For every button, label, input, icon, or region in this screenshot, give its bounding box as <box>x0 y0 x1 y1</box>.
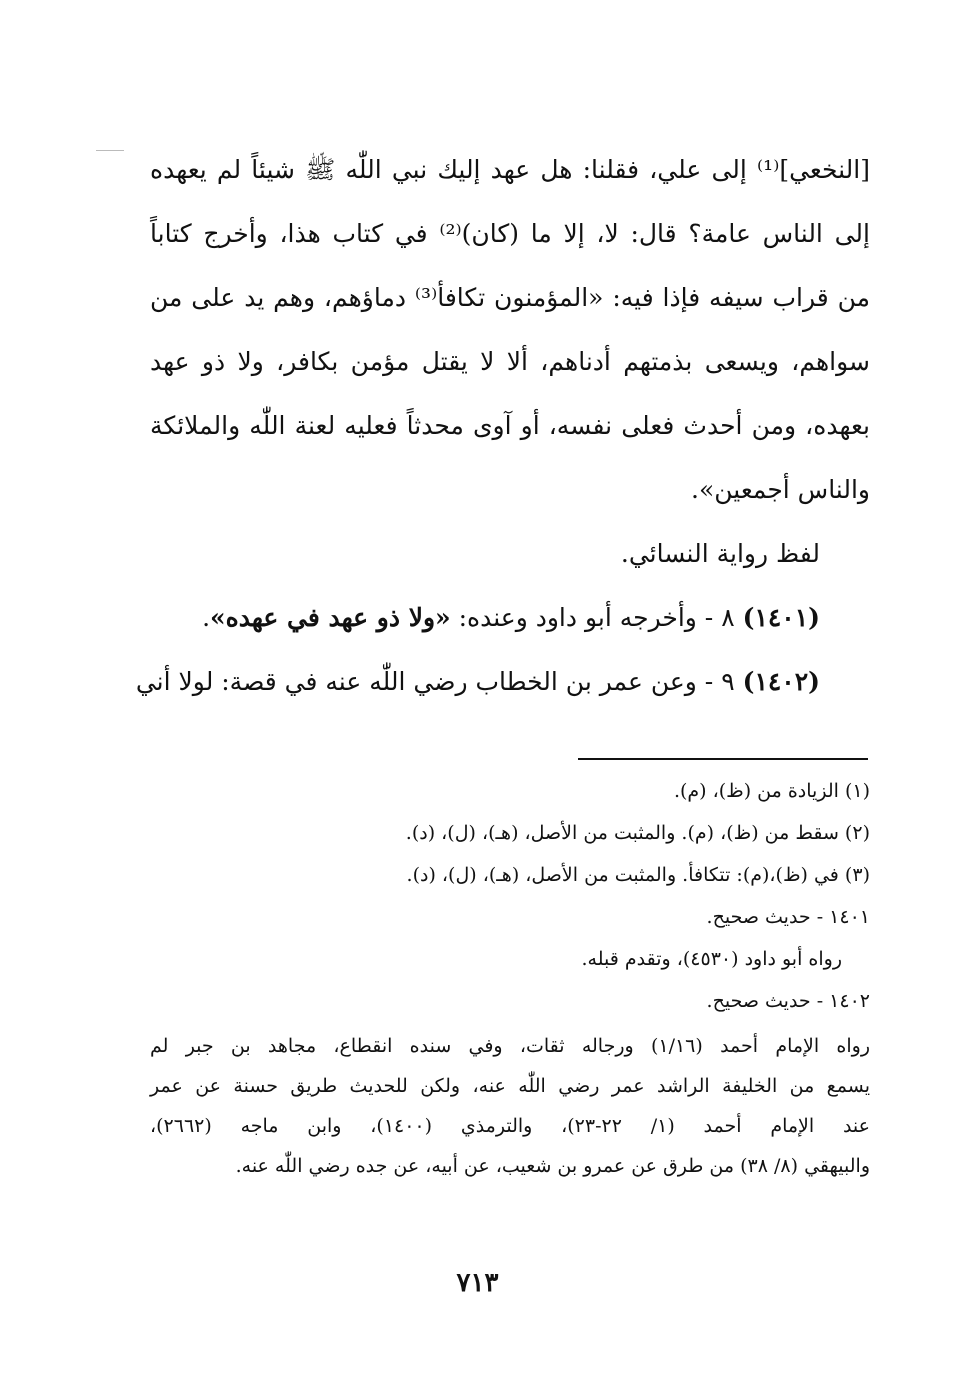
main-text <box>135 138 870 714</box>
hadith-tail: . <box>202 603 211 632</box>
page-number: ٧١٣ <box>456 1268 499 1298</box>
footnote-line: رواه الإمام أحمد (١/١٦) ورجاله ثقات، وفي سنده انقطاع، مجاهد بن جبر لم <box>150 1035 870 1057</box>
narration-note: لفظ رواية النسائي. <box>620 539 820 568</box>
takhrij-1402-paragraph <box>150 1026 870 1186</box>
takhrij-1401-heading: ١٤٠١ - حديث صحيح. <box>706 906 870 928</box>
body-line: بعهده، ومن أحدث فعلى نفسه، أو آوى محدثاً فعليه لعنة اللّٰه والملائكة <box>150 411 870 440</box>
footnote-3: (٣) في (ظ)،(م): تتكافأ. والمثبت من الأصل، (هـ)، (ل)، (د). <box>406 864 870 886</box>
hadith-quote: «ولا ذو عهد في عهده» <box>210 603 451 632</box>
hadith-number: (١٤٠١) <box>742 603 820 632</box>
body-line: إلى الناس عامة؟ قال: لا، إلا ما (كان)⁽²⁾ في كتاب هذا، وأخرج كتاباً <box>150 219 870 248</box>
hadith-entry-1401 <box>150 586 820 650</box>
body-line: والناس أجمعين». <box>691 475 870 504</box>
footnote-line: يسمع من الخليفة الراشد عمر رضي اللّٰه عنه، ولكن للحديث طريق حسنة عن عمر <box>150 1075 870 1097</box>
takhrij-1401-text: رواه أبو داود (٤٥٣٠)، وتقدم قبله. <box>581 948 842 970</box>
footnote-2: (٢) سقط من (ظ)، (م). والمثبت من الأصل، (هـ)، (ل)، (د). <box>405 822 870 844</box>
hadith-number: (١٤٠٢) <box>742 667 820 696</box>
footnote-1: (١) الزيادة من (ظ)، (م). <box>673 780 870 802</box>
margin-mark <box>96 150 124 151</box>
hadith-text: ٨ - وأخرجه أبو داود وعنده: <box>450 603 743 632</box>
footnote-line: والبيهقي (٨/ ٣٨) من طرق عن عمرو بن شعيب، عن أبيه، عن جده رضي اللّٰه عنه. <box>235 1155 870 1177</box>
hadith-entry-1402 <box>135 650 820 714</box>
footnote-line: عند الإمام أحمد (١/ ٢٢-٢٣)، والترمذي (١٤٠٠)، وابن ماجه (٢٦٦٢)، <box>150 1115 870 1137</box>
takhrij-1402-heading: ١٤٠٢ - حديث صحيح. <box>706 990 870 1012</box>
body-line: [النخعي]⁽¹⁾ إلى علي، فقلنا: هل عهد إليك نبي اللّٰه ﷺ شيئاً لم يعهده <box>150 155 870 184</box>
footnotes <box>150 770 870 1186</box>
footnote-separator <box>578 758 868 760</box>
body-line: من قراب سيفه فإذا فيه: «المؤمنون تكافأ⁽³⁾ دماؤهم، وهم يد على من <box>150 283 870 312</box>
body-line: سواهم، ويسعى بذمتهم أدناهم، ألا لا يقتل مؤمن بكافر، ولا ذو عهد <box>150 347 870 376</box>
hadith-text: ٩ - وعن عمر بن الخطاب رضي اللّٰه عنه في قصة: لولا أني <box>135 667 743 696</box>
